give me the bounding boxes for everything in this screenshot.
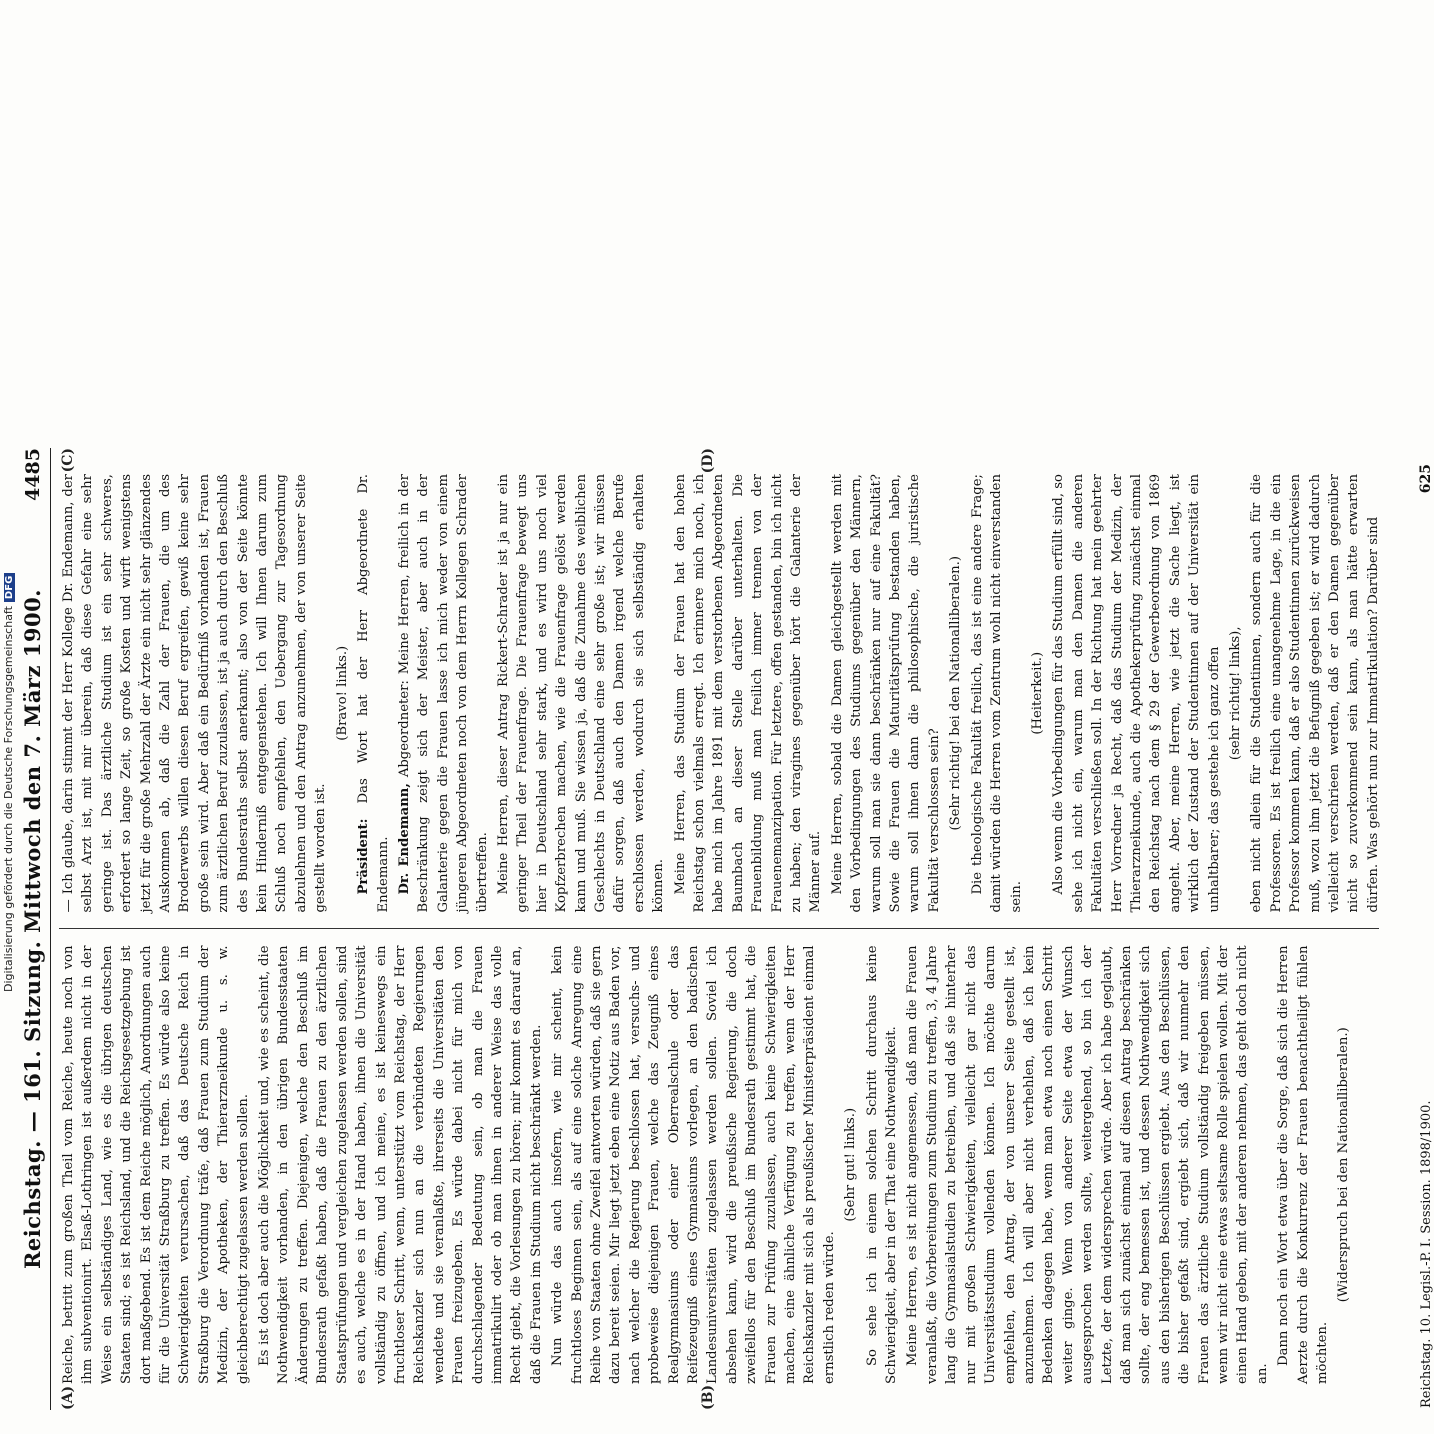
paragraph: Also wenn die Vorbedingungen für das Studium erfüllt sind, so sehe ich nicht ein, warum man den Damen die anderen Fakultäten verschließen soll. In der Richtung hat mein geehrter Herr Vorredner ja Recht, daß das Studium der Medizin, der Thierarzneikunde, auch die Apothekerprüfung zunächst einmal den Reichstag nach dem § 29 der Gewerbeordnung von 1869 angeht. Aber, meine Herren, wie jetzt die Sache liegt, ist wirklich der Zustand der Studentinnen auf der Universität ein unhaltbarer; das gestehe ich ganz offen (1051, 474, 1222, 913)
paragraph: Dann noch ein Wort etwa über die Sorge, daß sich die Herren Aerzte durch die Konkurrenz der Frauen benachtheiligt fühlen möchten. (1276, 945, 1330, 1384)
dfg-logo: DFG (4, 573, 15, 602)
interjection: (sehr richtig! links), (1227, 626, 1243, 761)
footer-publication: Reichstag. 10. Legisl.-P. I. Session. 1898/1900. (1419, 1100, 1434, 1408)
interjection: (Bravo! links.) (334, 645, 350, 741)
interjection: (Sehr gut! links.) (843, 1107, 859, 1222)
paragraph: Meine Herren, dieser Antrag Rickert-Schrader ist ja nur ein geringer Theil der Frauenfrage. Die Frauenfrage bewegt uns hier in Deutschland sehr stark, und es wird uns noch viel Kopfzerbrechen machen, wie die Frauenfrage gelöst werden kann und muß. Sie wissen ja, daß die Zunahme des weiblichen Geschlechts in Deutschland eine sehr große ist; wir müssen dafür sorgen, daß auch den Damen irgend welche Berufe erschlossen werden, wodurch sie sich selbständig erhalten können. (495, 474, 667, 913)
margin-marker-b: (B) (700, 1384, 716, 1410)
paragraph: Präsident: Das Wort hat der Herr Abgeordnete Dr. Endemann. (356, 474, 391, 913)
paragraph: Dr. Endemann, Abgeordneter: Meine Herren, freilich in der Beschränkung zeigt sich der Meister, aber auch in der Galanterie gegen die Frauen lasse ich mich weder von einem jüngeren Abgeordneten noch von dem Herrn Kollegen Schrader übertreffen. (396, 474, 490, 913)
paragraph: Nun würde das auch insofern, wie mir scheint, kein fruchtloses Beginnen sein, als auf eine solche Anregung eine Reihe von Staaten ohne Zweifel antworten würden, daß sie gern dazu bereit seien. Mir liegt jetzt eben eine Notiz aus Baden vor, nach welcher die Regierung beschlossen hat, versuchs- und probeweise diejenigen Frauen, welche das Zeugniß eines Realgymnasiums oder einer Oberrealschule oder das Reifezeugniß eines Gymnasiums vorlegen, an den badischen Landesuniversitäten zugelassen werden sollen. Soviel ich absehen kann, wird die preußische Regierung, die doch zweifellos für den Beschluß im Bundesrath gestimmt hat, die Frauen zur Prüfung zuzulassen, auch keine Schwierigkeiten machen, eine ähnliche Verfügung zu treffen, wenn der Herr Reichskanzler mit sich als preußischer Ministerpräsident einmal ernstlich reden würde. (550, 945, 837, 1384)
page-title: Reichstag. — 161. Sitzung. Mittwoch den 7. März 1900. (20, 589, 45, 1270)
paragraph: Meine Herren, das Studium der Frauen hat den hohen Reichstag schon vielmals erregt. Ich erinnere mich noch, ich habe mich im Jahre 1891 mit dem verstorbenen Abgeordneten Baumbach an dieser Stelle darüber unterhalten. Die Frauenbildung muß man freilich immer trennen von der Frauenemanzipation. Für letztere, offen gestanden, bin ich nicht zu haben; den viragines gegenüber hört die Galanterie der Männer auf. (672, 474, 824, 913)
credit-text: Digitalisierung gefördert durch die Deutsche Forschungsgemeinschaft (2, 606, 15, 992)
text-columns (59, 448, 1379, 1410)
page-header (16, 448, 51, 1410)
paragraph: Es ist doch aber auch die Möglichkeit und, wie es scheint, die Nothwendigkeit vorhanden, in den übrigen Bundesstaaten Änderungen zu treffen. Diejenigen, welche den Beschluß im Bundesrath gefaßt haben, daß die Frauen zu den ärztlichen Staatsprüfungen und vergleichen zugelassen werden sollen, sind es auch, welche es in der Hand haben, ihnen die Universität vollständig zu öffnen, und ich meine, es ist keineswegs ein fruchtloser Schritt, wenn, unterstützt vom Reichstag, der Herr Reichskanzler sich nun an die verbündeten Regierungen wendete und sie veranlaßte, ihrerseits die Universitäten den Frauen freizugeben. Es würde dabei nicht für mich von durchschlagender Bedeutung sein, ob man die Frauen immatrikulirt oder ob man ihnen in anderer Weise das volle Recht giebt, die Vorlesungen zu hören; mir kommt es darauf an, daß die Frauen im Studium nicht beschränkt werden. (257, 945, 544, 1384)
interjection: (Widerspruch bei den Nationalliberalen.) (1336, 1027, 1352, 1303)
margin-marker-d: (D) (700, 448, 716, 474)
interjection: (Heiterkeit.) (1029, 651, 1045, 735)
right-column (59, 448, 1379, 925)
paragraph: — Ich glaube, darin stimmt der Herr Kollege Dr. Endemann, der selbst Arzt ist, mit mir überein, daß diese Gefahr eine sehr geringe ist. Das ärztliche Studium ist ein sehr schweres, erfordert so lange Zeit, so große Kosten und wirft wenigstens jetzt für die große Mehrzahl der Ärzte ein nicht sehr glänzendes Auskommen ab, daß die Zahl der Frauen, die um des Broderwerbs willen diesen Beruf ergreifen, gewiß keine sehr große sein wird. Aber daß ein Bedürfniß vorhanden ist, Frauen zum ärztlichen Beruf zuzulassen, ist ja auch durch den Beschluß des Bundesraths selbst anerkannt; also von der Seite könnte kein Hinderniß entgegenstehen. Ich will Ihnen darum zum Schluß noch empfehlen, den Uebergang zur Tagesordnung abzulehnen und den Antrag anzunehmen, der von unserer Seite gestellt worden ist. (61, 474, 329, 913)
speaker-name: Dr. Endemann, (396, 783, 412, 895)
interjection: (Sehr richtig! bei den Nationalliberalen.) (948, 556, 964, 831)
scanned-page (0, 434, 1434, 1434)
paragraph: Meine Herren, sobald die Damen gleichgestellt werden mit den Vorbedingungen des Studiums gegenüber den Männern, warum soll man sie dann beschränken nur auf eine Fakultät? Sowie die Frauen die Maturitätsprüfung bestanden haben, warum soll ihnen dann die philosophische, die juristische Fakultät verschlossen sein? (829, 474, 942, 913)
speaker-name: Präsident: (356, 818, 372, 895)
paragraph: Die theologische Fakultät freilich, das ist eine andere Frage; damit würden die Herren vom Zentrum wohl nicht einverstanden sein. (969, 474, 1024, 913)
paragraph: eben nicht allein für die Studentinnen, sondern auch für die Professoren. Es ist freilich eine unangenehme Lage, in die ein Professor kommen kann, daß er also Studentinnen zurückweisen muß, wozu ihm jetzt die Befugniß gegeben ist; er wird dadurch vielleicht verschrieen werden, daß er den Damen gegenüber nicht so zuvorkommend sein kann, als man hätte erwarten dürfen. Was gehört nun zur Immatrikulation? Darüber sind (1249, 474, 1381, 913)
paragraph: Meine Herren, es ist nicht angemessen, daß man die Frauen veranlaßt, die Vorbereitungen zum Studium zu treffen, 3, 4 Jahre lang die Gymnasialstudien zu betreiben, und daß sie hinterher nur mit großen Schwierigkeiten, vielleicht gar nicht das Universitätsstudium vollenden können. Ich möchte darum empfehlen, den Antrag, der von unserer Seite gestellt ist, anzunehmen. Ich will aber nicht verhehlen, daß ich kein Bedenken dagegen habe, wenn man etwa noch einen Schritt weiter ginge. Wenn von anderer Seite etwa der Wunsch ausgesprochen werden sollte, weitergehend, so bin ich der Letzte, der dem widersprechen würde. Aber ich habe geglaubt, daß man sich zunächst einmal auf diesen Antrag beschränken sollte, der eng bemessen ist, und dessen Nothwendigkeit sich aus den bisherigen Beschlüssen ergiebt. Aus den Beschlüssen, die bisher gefaßt sind, ergiebt sich, daß wir nunmehr den Frauen das ärztliche Studium vollständig freigeben müssen, wenn wir nicht eine etwas seltsame Rolle spielen wollen. Mit der einen Hand geben, mit der anderen nehmen, das geht doch nicht an. (905, 945, 1270, 1384)
left-column (59, 934, 1379, 1411)
paragraph: Reiche, betritt zum großen Theil vom Reiche, heute noch von ihm subventionirt. Elsaß-Lothringen ist außerdem nicht in der Weise ein selbständiges Land, wie es die übrigen deutschen Staaten sind; es ist Reichsland, und die Reichsgesetzgebung ist dort maßgebend. Es ist dem Reiche möglich, Anordnungen auch für die Universität Straßburg zu treffen. Es würde also keine Schwierigkeiten verursachen, daß das Deutsche Reich in Straßburg die Verordnung träfe, daß Frauen zum Studium der Medizin, der Apotheken, der Thierarzneikunde u. s. w. gleichberechtigt zugelassen werden sollen. (61, 945, 251, 1384)
column-divider (59, 929, 1379, 930)
page-number: 4485 (22, 448, 44, 501)
paragraph: So sehe ich in einem solchen Schritt durchaus keine Schwierigkeit, aber in der That eine Nothwendigkeit. (864, 945, 900, 1384)
margin-marker-c: (C) (60, 448, 76, 473)
footer-signature: 625 (1418, 464, 1434, 494)
margin-marker-a: (A) (60, 1385, 76, 1410)
